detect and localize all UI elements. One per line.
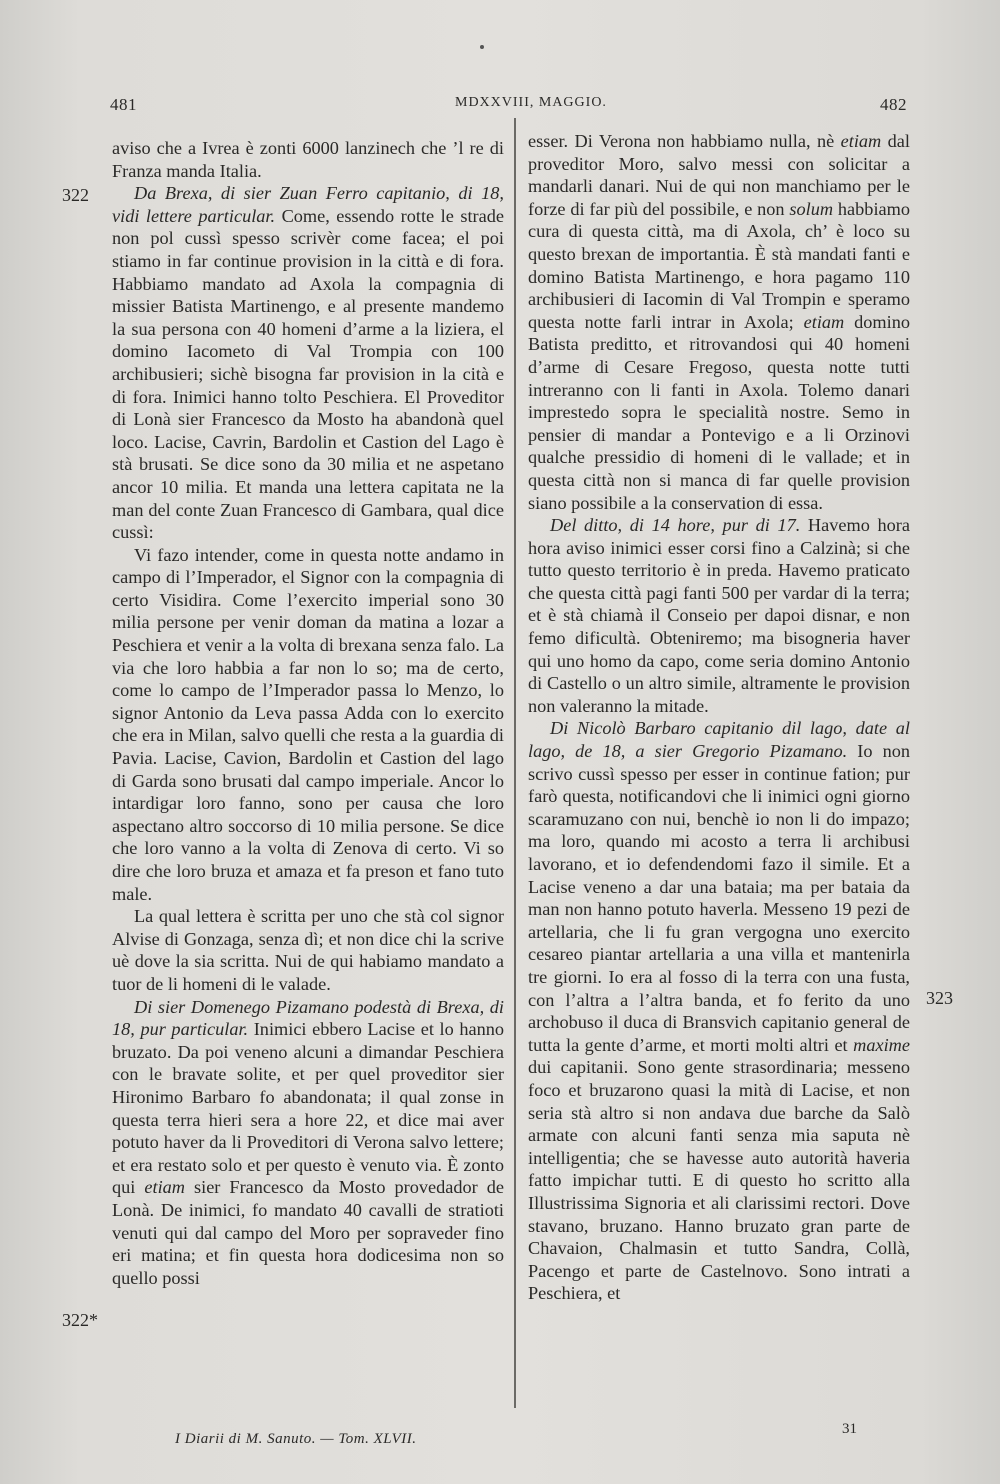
margin-number-322: 322 [62,185,89,205]
left-paragraph: La qual lettera è scritta per uno che stà col signor Alvise di Gonzaga, senza dì; et non dice chi la scrive uè dove la sia scritta. Nui de qui habiamo mandato a tuor de li homeni di le valade. [112,906,504,994]
column-divider [514,118,516,1408]
right-paragraph: esser. Di Verona non habbiamo nulla, nè etiam dal proveditor Moro, salvo messi con solicitar a mandarli danari. Nui de qui non manchiamo per le forze di far più del possibile, e non solum habbiamo cura di questa città, ma di Axola, ch’ è loco su questo brexan de importantia. È stà mandati fanti e domino Batista Martinengo, e hora pagamo 110 archibusieri di Iacomin di Val Trompin e speramo questa notte farli intrar in Axola; etiam domino Batista preditto, et ritrovandosi qui 40 homeni d’arme di Cesare Fregoso, questa notte tutti intreranno con li fanti in Axola. Tolemo danari imprestedo sopra le specialità nostre. Semo in pensier di mandar a Pontevigo e a li Orzinovi qualche pressidio di homeni di le vallade; et in questa città non si manca di far quelle provision siano possibile a la conservation di essa. [528,131,911,513]
right-page-number: 482 [880,95,907,114]
left-column [112,137,504,1289]
running-title: MDXXVIII, MAGGIO. [455,95,607,110]
left-paragraph: aviso che a Ivrea è zonti 6000 lanzinech che ’l re di Franza manda Italia. [112,138,504,181]
left-page-number: 481 [110,95,137,114]
margin-number-323: 323 [926,988,953,1008]
left-paragraph: Da Brexa, di sier Zuan Ferro capitanio, di 18, vidi lettere particular. Come, essendo rotte le strade non pol cussì spesso scrivèr come facea; el poi stiamo in far continue provision in la città e di fora. Habbiamo mandato ad Axola la compagnia di missier Batista Martinengo, e al presente mandemo la sua persona con 40 homeni d’arme a la liziera, el domino Iacometo di Val Trompia con 100 archibusieri; sichè bisogna far provision in la cità e di fora. Inimici hanno tolto Peschiera. El Proveditor di Lonà sier Francesco da Mosto ha abandonà quel loco. Lacise, Cavrin, Bardolin et Castion del Lago è stà brusati. Se dice sono da 30 milia et ne aspetano ancor 10 milia. Et manda una lettera capitata ne la man del conte Zuan Francesco di Gambara, qual dice cussì: [112,183,504,543]
right-paragraph: Di Nicolò Barbaro capitanio dil lago, date al lago, de 18, a sier Gregorio Pizamano. Io non scrivo cussì spesso per esser in continue fation; pur farò questa, notificandovi che li inimici ogni giorno scaramuzano con nui, benchè io non li do impazo; ma loro, quando mi acosto a terra li archibusi lavorano, et io defendendomi fazo il simile. Et a Lacise veneno a dar una bataia; ma per bataia da man non hanno potuto haverla. Messeno 19 pezi de artellaria, che li fu gran vergogna uno exercito cesareo piantar artellaria a una villa et mantenirla tre giorni. Io era al fosso di la terra con una fusta, con l’altra a l’altra banda, et fo ferito da uno archobuso il duca di Bransvich capitanio general de tutta la gente d’arme, et morti molti altri et maxime dui capitanii. Sono gente strasordinaria; messeno foco et bruzarono quasi la mità di Lacise, et non seria stà altro si non andava due barche da Salò armate con alcuni fanti senza mia saputa nè intelligentia; che se havesse auto autorità haveria fatto impichar tutti. E di questo ho scritto alla Illustrissima Signoria et ali clarissimi rectori. Dove stavano, bruzano. Hanno bruzato gran parte de Chavaion, Chalmasin et tutto Sandra, Collà, Pacengo et parte de Castelnovo. Sono intrati a Peschiera, et [528,718,910,1304]
right-paragraph: Del ditto, di 14 hore, pur di 17. Havemo hora hora aviso inimici esser corsi fino a Calzinà; si che tutto questo territorio è in preda. Havemo praticato che questa città pagi fanti 500 per vardar di la terra; et è stà chiamà il Conseio per dapoi disnar, e non femo dificultà. Obteniremo; ma bisogneria haver qui uno homo da capo, come seria domino Antonio di Castello o un altro simile, altramente le provision non valeranno la mitade. [528,515,910,716]
left-paragraph: Vi fazo intender, come in questa notte andamo in campo di l’Imperador, el Signor con la compagnia di certo Visidira. Come l’exercito imperial sono 30 milia persone per venir doman da matina a lozar a Peschiera et venir a la volta di brexana senza falo. La via che loro habbia a far non lo so; ma de certo, come lo campo de l’Imperador passa lo Menzo, lo signor Antonio da Leva passa Adda con lo exercito che era in Milan, salvo quelli che resta a la guardia di Pavia. Lacise, Cavion, Bardolin et Castion del lago di Garda sono brusati dal campo imperiale. Ancor lo intardigar loro fanno, sono per causa che loro aspectano altro soccorso di 10 milia persone. Se dice che loro vanno a la volta di Zenova di certo. Vi so dire che loro bruza et amaza et fa preson et fano tuto male. [112,544,504,904]
margin-number-322-star: 322* [62,1310,98,1330]
right-column [528,130,910,1305]
signature-mark: 31 [842,1421,857,1437]
print-speck [480,45,484,49]
left-paragraph: Di sier Domenego Pizamano podestà di Brexa, di 18, pur particular. Inimici ebbero Lacise et lo hanno bruzato. Da poi veneno alcuni a dimandar Peschiera con le bravate solite, et per quel proveditor sier Hironimo Barbaro fo abandonata; il qual zonse in questa terra hieri sera a hore 22, et dice mai aver potuto haver da li Proveditori di Verona salvo lettere; et era restato solo et per questo è venuto via. È zonto qui etiam sier Francesco da Mosto provedador de Lonà. De inimici, fo mandato 40 cavalli de stratioti venuti qui dal campo del Moro per sopraveder fino eri matina; et fin questa hora dodicesima non so quello possi [112,996,504,1288]
footer-title: I Diarii di M. Sanuto. — Tom. XLVII. [175,1431,417,1447]
